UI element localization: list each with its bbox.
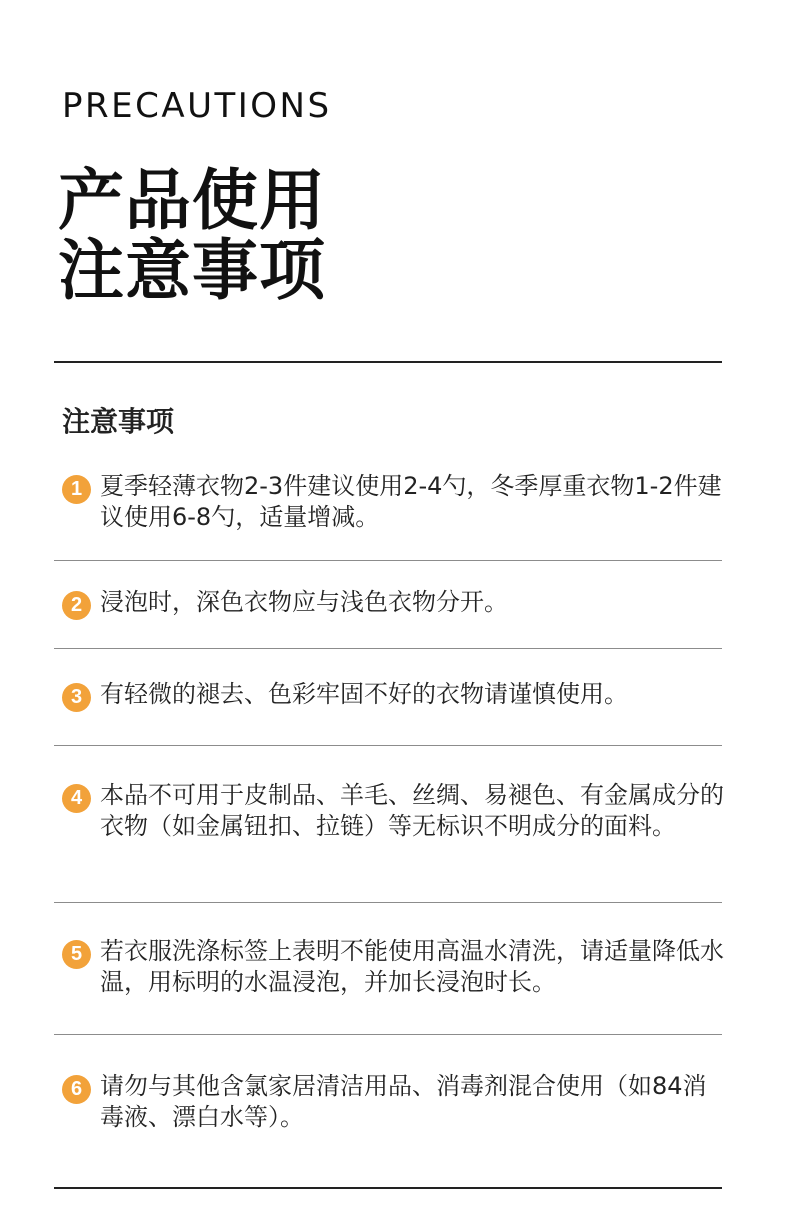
number-badge-1: 1: [62, 475, 91, 504]
list-item-6: [62, 1071, 732, 1133]
list-item-1: [62, 471, 732, 533]
divider-1: [54, 560, 722, 561]
list-item-text-1: 夏季轻薄衣物2-3件建议使用2-4勺，冬季厚重衣物1-2件建议使用6-8勺，适量增减。: [100, 472, 722, 531]
list-item-text-4: 本品不可用于皮制品、羊毛、丝绸、易褪色、有金属成分的衣物（如金属钮扣、拉链）等无标识不明成分的面料。: [100, 781, 724, 840]
list-item-text-3: 有轻微的褪去、色彩牢固不好的衣物请谨慎使用。: [100, 680, 628, 708]
top-rule: [54, 361, 722, 363]
list-item-2: [62, 587, 732, 620]
page-title-line-2: 注意事项: [58, 232, 326, 309]
list-item-text-5: 若衣服洗涤标签上表明不能使用高温水清洗，请适量降低水温，用标明的水温浸泡，并加长浸泡时长。: [100, 937, 724, 996]
list-item-text-2: 浸泡时，深色衣物应与浅色衣物分开。: [100, 588, 508, 616]
divider-5: [54, 1034, 722, 1035]
number-badge-3: 3: [62, 683, 91, 712]
list-item-4: [62, 780, 732, 842]
divider-3: [54, 745, 722, 746]
number-badge-6: 6: [62, 1075, 91, 1104]
header-english-title: PRECAUTIONS: [62, 86, 332, 126]
page-title: [58, 162, 326, 309]
divider-4: [54, 902, 722, 903]
bottom-rule: [54, 1187, 722, 1189]
divider-2: [54, 648, 722, 649]
page-title-line-1: 产品使用: [58, 162, 326, 239]
section-heading: 注意事项: [62, 405, 175, 438]
list-item-5: [62, 936, 732, 998]
list-item-text-6: 请勿与其他含氯家居清洁用品、消毒剂混合使用（如84消毒液、漂白水等）。: [100, 1072, 707, 1131]
list-item-3: [62, 679, 732, 712]
number-badge-5: 5: [62, 940, 91, 969]
number-badge-4: 4: [62, 784, 91, 813]
number-badge-2: 2: [62, 591, 91, 620]
